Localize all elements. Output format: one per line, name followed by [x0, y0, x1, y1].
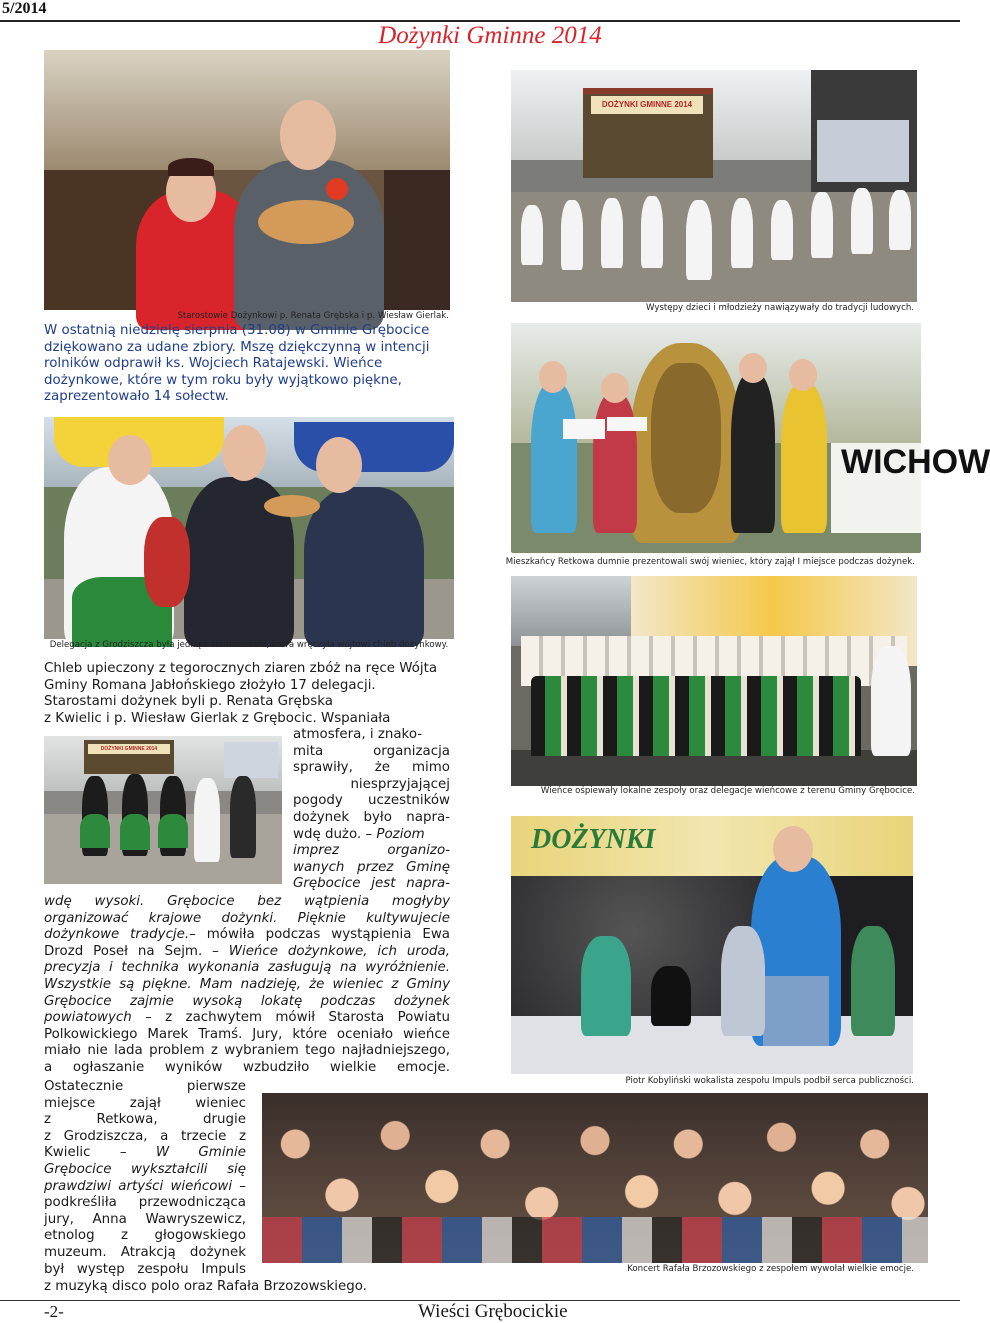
intro-line: dożynkowe, które w tym roku były wyjątkowo piękne,: [44, 372, 402, 388]
article-line: dożynkowe tradycje.– mówiła podczas wystąpienia Ewa: [44, 927, 450, 943]
intro-line: zaprezentowało 14 sołectw.: [44, 389, 229, 405]
photo-starosts: [44, 50, 450, 310]
article-line: organizować krajowe dożynki. Pięknie kultywujecie: [44, 910, 450, 926]
article-line: wdę wysoki. Grębocice bez wątpienia mogłyby: [44, 894, 450, 909]
intro-line: dziękowano za udane zbiory. Mszę dziękczynną w intencji: [44, 339, 430, 355]
article-line: Grębocice zajmie wysoką lokatę podczas dożynek: [44, 993, 450, 1009]
article-line: Drozd Poseł na Sejm. – Wieńce dożynkowe, ich uroda,: [44, 943, 450, 959]
photo-retkow-wreath: [511, 323, 990, 553]
article-last-line: z muzyką disco polo oraz Rafała Brzozowskiego.: [44, 1279, 367, 1294]
article-line: etnolog z głogowskiego: [44, 1228, 246, 1244]
article-line: precyzja i technika wykonania zasługują na wyróżnienie.: [44, 960, 450, 976]
article-line: imprez organizo-: [293, 843, 450, 859]
dance-small-banner: DOŻYNKI GMINNE 2014: [88, 744, 170, 754]
article-line: podkreśliła przewodnicząca: [44, 1195, 246, 1211]
photo-dancers: [511, 70, 917, 302]
article-line: dożynek było napra-: [293, 809, 450, 825]
photo-dance-small: [44, 736, 282, 884]
singer-banner: DOŻYNKI: [531, 824, 656, 855]
photo-retkow-caption: Mieszkańcy Retkowa dumnie prezentowali swój wieniec, który zajął I miejsce podczas dożynek.: [505, 557, 915, 567]
article-line: jury, Anna Wawryszewicz,: [44, 1211, 246, 1227]
article-line: z Kwielic i p. Wiesław Gierlak z Grębocic. Wspaniała: [44, 710, 391, 726]
article-line: Starostami dożynek byli p. Renata Grębska: [44, 694, 333, 710]
intro-line: rolników odprawił ks. Wojciech Ratajewski. Wieńce: [44, 356, 383, 372]
article-line: miejsce zajął wieniec: [44, 1095, 246, 1111]
retkow-sign: WICHOW: [831, 443, 921, 533]
intro-line: W ostatnią niedzielę sierpnia (31.08) w Gminie Grębocice: [44, 323, 430, 338]
article-line: miało nie lada problem z wybraniem tego najładniejszego,: [44, 1043, 450, 1059]
article-line: niesprzyjającej: [350, 776, 450, 792]
article-line: wdę dużo. – Poziom: [293, 826, 425, 842]
article-line: Wszystkie są piękne. Mam nadzieję, że wieniec z Gminy: [44, 976, 450, 992]
article-line: mita organizacja: [293, 743, 450, 759]
photo-choir: [511, 576, 917, 786]
article-line: Ostatecznie pierwsze: [44, 1079, 246, 1094]
article-line: pogody uczestników: [293, 793, 450, 809]
article-final-column: [44, 1079, 246, 1278]
article-narrow-column: [293, 727, 450, 893]
page-title: Dożynki Gminne 2014: [378, 22, 602, 49]
article-paragraph: [44, 661, 450, 727]
dancers-banner: DOŻYNKI GMINNE 2014: [591, 96, 703, 114]
article-line: a ogłaszanie wyników wzbudziło wielkie emocje.: [44, 1059, 450, 1075]
article-line: sprawiły, że mimo: [293, 760, 450, 776]
photo-delegation-caption: Delegacja z Grodziszcza była jedną z siedemnastu, która wręczyła wójtowi chleb dożynkowy.: [49, 640, 449, 650]
article-line: Grębocice jest napra-: [293, 876, 450, 892]
photo-delegation: [44, 417, 454, 639]
article-line: Grębocice wykształcili się: [44, 1161, 246, 1177]
issue-number: 5/2014: [2, 0, 47, 17]
article-line: z Grodziszcza, a trzecie z: [44, 1128, 246, 1144]
page-number: -2-: [44, 1302, 64, 1321]
article-line: Gminy Romana Jabłońskiego złożyło 17 delegacji.: [44, 677, 376, 693]
article-line: z Retkowa, drugie: [44, 1112, 246, 1128]
photo-choir-caption: Wieńce ośpiewały lokalne zespoły oraz delegacje wieńcowe z terenu Gminy Grębocice.: [540, 786, 915, 796]
photo-singer-caption: Piotr Kobyliński wokalista zespołu Impuls podbił serca publiczności.: [625, 1076, 914, 1086]
photo-crowd-caption: Koncert Rafała Brzozowskiego z zespołem wywołał wielkie emocje.: [627, 1264, 914, 1274]
photo-crowd: [262, 1093, 928, 1263]
article-line: muzeum. Atrakcją dożynek: [44, 1244, 246, 1260]
article-line: wanych przez Gminę: [293, 859, 450, 875]
intro-paragraph: [44, 323, 450, 406]
photo-dancers-caption: Występy dzieci i młodzieży nawiązywały do tradycji ludowych.: [646, 303, 914, 313]
newspaper-name: Wieści Grębocickie: [418, 1301, 568, 1322]
article-line: prawdziwi artyści wieńcowi –: [44, 1178, 246, 1194]
article-line: Chleb upieczony z tegorocznych ziaren zbóż na ręce Wójta: [44, 661, 438, 676]
article-line: był występ zespołu Impuls: [44, 1261, 246, 1277]
article-line: Polkowickiego Marek Tramś. Jury, które oceniało wieńce: [44, 1026, 450, 1042]
article-line: powiatowych – z zachwytem mówił Starosta Powiatu: [44, 1010, 450, 1026]
article-line: Kwielic – W Gminie: [44, 1145, 246, 1161]
photo-starosts-caption: Starostowie Dożynkowi p. Renata Grębska i p. Wiesław Gierlak.: [177, 311, 449, 321]
photo-singer: [511, 816, 913, 1074]
article-continued: [44, 894, 450, 1077]
article-line: atmosfera, i znako-: [293, 727, 423, 742]
